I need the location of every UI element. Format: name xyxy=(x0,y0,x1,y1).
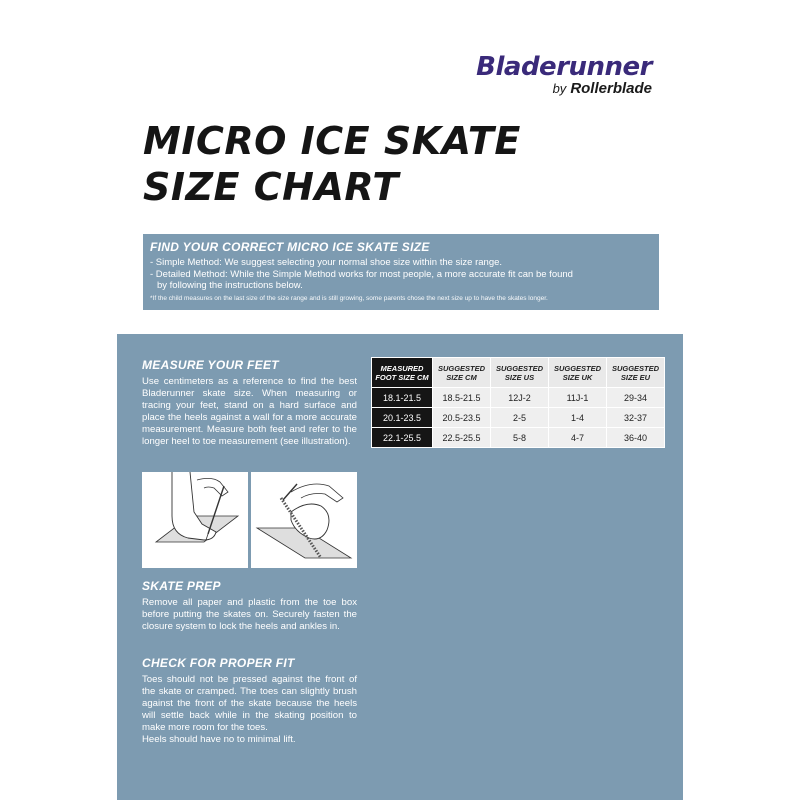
fit-section xyxy=(142,656,357,745)
detailed-method-text-cont: by following the instructions below. xyxy=(157,280,303,291)
cell-size-us: 5-8 xyxy=(491,428,549,448)
cell-size-us: 2-5 xyxy=(491,408,549,428)
cell-size-eu: 32-37 xyxy=(607,408,665,428)
table-row xyxy=(372,428,665,448)
fit-heading: CHECK FOR PROPER FIT xyxy=(142,656,295,670)
table-row xyxy=(372,408,665,428)
foot-tracing-icon xyxy=(142,472,248,568)
logo-brand: Rollerblade xyxy=(570,80,652,97)
skate-prep-section xyxy=(142,579,357,633)
skate-prep-body: Remove all paper and plastic from the toe box before putting the skates on. Securely fasten the closure system to lock the heels and ankles in. xyxy=(142,597,357,632)
cell-size-uk: 4-7 xyxy=(549,428,607,448)
foot-measuring-illustration xyxy=(251,472,357,568)
title-line-2: SIZE CHART xyxy=(143,165,399,209)
table-header-row xyxy=(372,358,665,388)
cell-size-cm: 18.5-21.5 xyxy=(433,388,491,408)
measure-body: Use centimeters as a reference to find the best Bladerunner skate size. When measuring or tracing your feet, stand on a hard surface and place the heels against a wall for a more accurate measurement. Measure both feet and refer to the longer heel to toe measurement (see illustration). xyxy=(142,376,357,447)
skate-prep-heading: SKATE PREP xyxy=(142,579,221,593)
logo-byline xyxy=(476,80,652,98)
header-size-eu: SUGGESTED SIZE EU xyxy=(607,358,665,388)
simple-method-text: - Simple Method: We suggest selecting your normal shoe size within the size range. xyxy=(150,257,503,268)
logo-name: Bladerunner xyxy=(476,52,652,82)
cell-size-cm: 20.5-23.5 xyxy=(433,408,491,428)
fit-body: Toes should not be pressed against the front of the skate or cramped. The toes can slightly brush against the front of the skate because the heels will settle back while in the skating position to make more room for the toes. xyxy=(142,674,357,733)
cell-size-eu: 29-34 xyxy=(607,388,665,408)
detailed-method-text: - Detailed Method: While the Simple Method works for most people, a more accurate fit can be found xyxy=(150,268,573,280)
foot-tracing-illustration xyxy=(142,472,248,568)
cell-size-eu: 36-40 xyxy=(607,428,665,448)
size-chart-table xyxy=(371,357,665,448)
header-size-uk: SUGGESTED SIZE UK xyxy=(549,358,607,388)
page-title xyxy=(143,118,521,210)
header-measured-foot: MEASURED FOOT SIZE CM xyxy=(372,358,433,388)
cell-size-cm: 22.5-25.5 xyxy=(433,428,491,448)
measure-section xyxy=(142,358,357,447)
cell-size-uk: 11J-1 xyxy=(549,388,607,408)
fit-body-heels: Heels should have no to minimal lift. xyxy=(142,733,296,745)
title-line-1: MICRO ICE SKATE xyxy=(143,119,521,163)
header-size-us: SUGGESTED SIZE US xyxy=(491,358,549,388)
brand-logo xyxy=(476,52,652,98)
cell-size-uk: 1-4 xyxy=(549,408,607,428)
intro-heading: FIND YOUR CORRECT MICRO ICE SKATE SIZE xyxy=(150,240,430,254)
table-row xyxy=(372,388,665,408)
cell-size-us: 12J-2 xyxy=(491,388,549,408)
intro-panel xyxy=(143,234,659,310)
size-note: *If the child measures on the last size of the size range and is still growing, some parents chose the next size up to have the skates longer. xyxy=(150,294,548,302)
cell-measured: 22.1-25.5 xyxy=(372,428,433,448)
logo-by: by xyxy=(552,81,567,96)
cell-measured: 18.1-21.5 xyxy=(372,388,433,408)
measure-heading: MEASURE YOUR FEET xyxy=(142,358,279,372)
header-size-cm: SUGGESTED SIZE CM xyxy=(433,358,491,388)
foot-measuring-icon xyxy=(251,472,357,568)
cell-measured: 20.1-23.5 xyxy=(372,408,433,428)
instructions-panel xyxy=(117,334,683,800)
